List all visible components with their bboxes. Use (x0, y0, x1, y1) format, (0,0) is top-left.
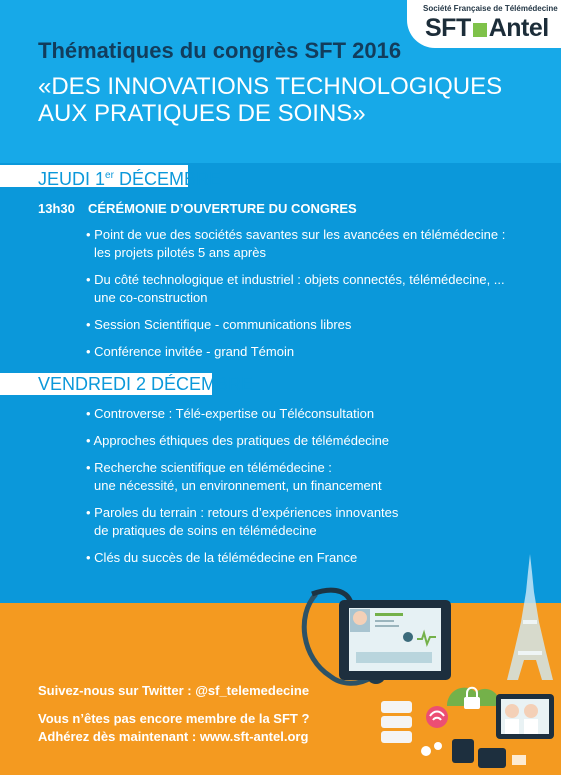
wifi-icon (426, 706, 448, 728)
day1-label-suffix: DÉCEMBRE (113, 169, 221, 189)
page-title: Thématiques du congrès SFT 2016 (38, 38, 402, 63)
logo-sft: SFT (425, 14, 471, 42)
join-line (38, 729, 308, 744)
cloud-lock-icon (447, 688, 500, 709)
server-icon (381, 701, 412, 743)
gear-icon (421, 742, 442, 756)
doctor-screen-icon (496, 694, 554, 739)
twitter-line (38, 683, 309, 698)
program-item: • Du côté technologique et industriel : objets connectés, télémédecine, ... (86, 272, 505, 287)
day1-label-prefix: JEUDI 1 (38, 169, 106, 189)
day1-label (0, 165, 221, 189)
subtitle-line: AUX PRATIQUES DE SOINS» (38, 100, 366, 127)
day1-label-ordinal: er (105, 170, 114, 181)
mobile-devices-icon (452, 739, 526, 768)
event-time: 13h30 (38, 201, 75, 216)
twitter-handle-link[interactable]: @sf_telemedecine (195, 683, 310, 698)
program-item: • Paroles du terrain : retours d’expériences innovantes (86, 505, 399, 520)
subtitle-line: «DES INNOVATIONS TECHNOLOGIQUES (38, 73, 503, 100)
sft-logo (407, 0, 561, 48)
program-item-continued: les projets pilotés 5 ans après (94, 245, 266, 260)
opening-event (38, 201, 357, 216)
program-item: • Point de vue des sociétés savantes sur les avancées en télémédecine : (86, 227, 506, 242)
day1-items (86, 226, 505, 370)
program-item-continued: une co-construction (94, 290, 208, 305)
logo-antel: Antel (488, 14, 549, 42)
twitter-label: Suivez-nous sur Twitter : (38, 683, 196, 698)
website-link[interactable]: www.sft-antel.org (199, 729, 309, 744)
join-label: Adhérez dès maintenant : (38, 729, 200, 744)
event-title: CÉRÉMONIE D’OUVERTURE DU CONGRES (88, 201, 357, 216)
page-subtitle (38, 73, 502, 127)
logo-tagline: Société Française de Télémédecine (423, 4, 558, 13)
logo-name (425, 14, 549, 43)
program-item: • Controverse : Télé-expertise ou Téléconsultation (86, 406, 375, 421)
program-item-continued: une nécessité, un environnement, un financement (94, 478, 382, 493)
membership-question: Vous n’êtes pas encore membre de la SFT ? (38, 711, 310, 726)
day2-items (86, 405, 398, 576)
program-item-continued: de pratiques de soins en télémédecine (94, 523, 317, 538)
telemedicine-illustration (296, 586, 561, 775)
program-item: • Approches éthiques des pratiques de télémédecine (86, 433, 390, 448)
program-item: • Conférence invitée - grand Témoin (86, 344, 295, 359)
tablet-icon (339, 600, 451, 680)
program-item: • Clés du succès de la télémédecine en France (86, 550, 358, 565)
logo-green-square (473, 23, 487, 37)
program-item: • Recherche scientifique en télémédecine : (86, 460, 332, 475)
program-item: • Session Scientifique - communications libres (86, 317, 352, 332)
day2-label: VENDREDI 2 DÉCEMBRE (0, 373, 212, 395)
